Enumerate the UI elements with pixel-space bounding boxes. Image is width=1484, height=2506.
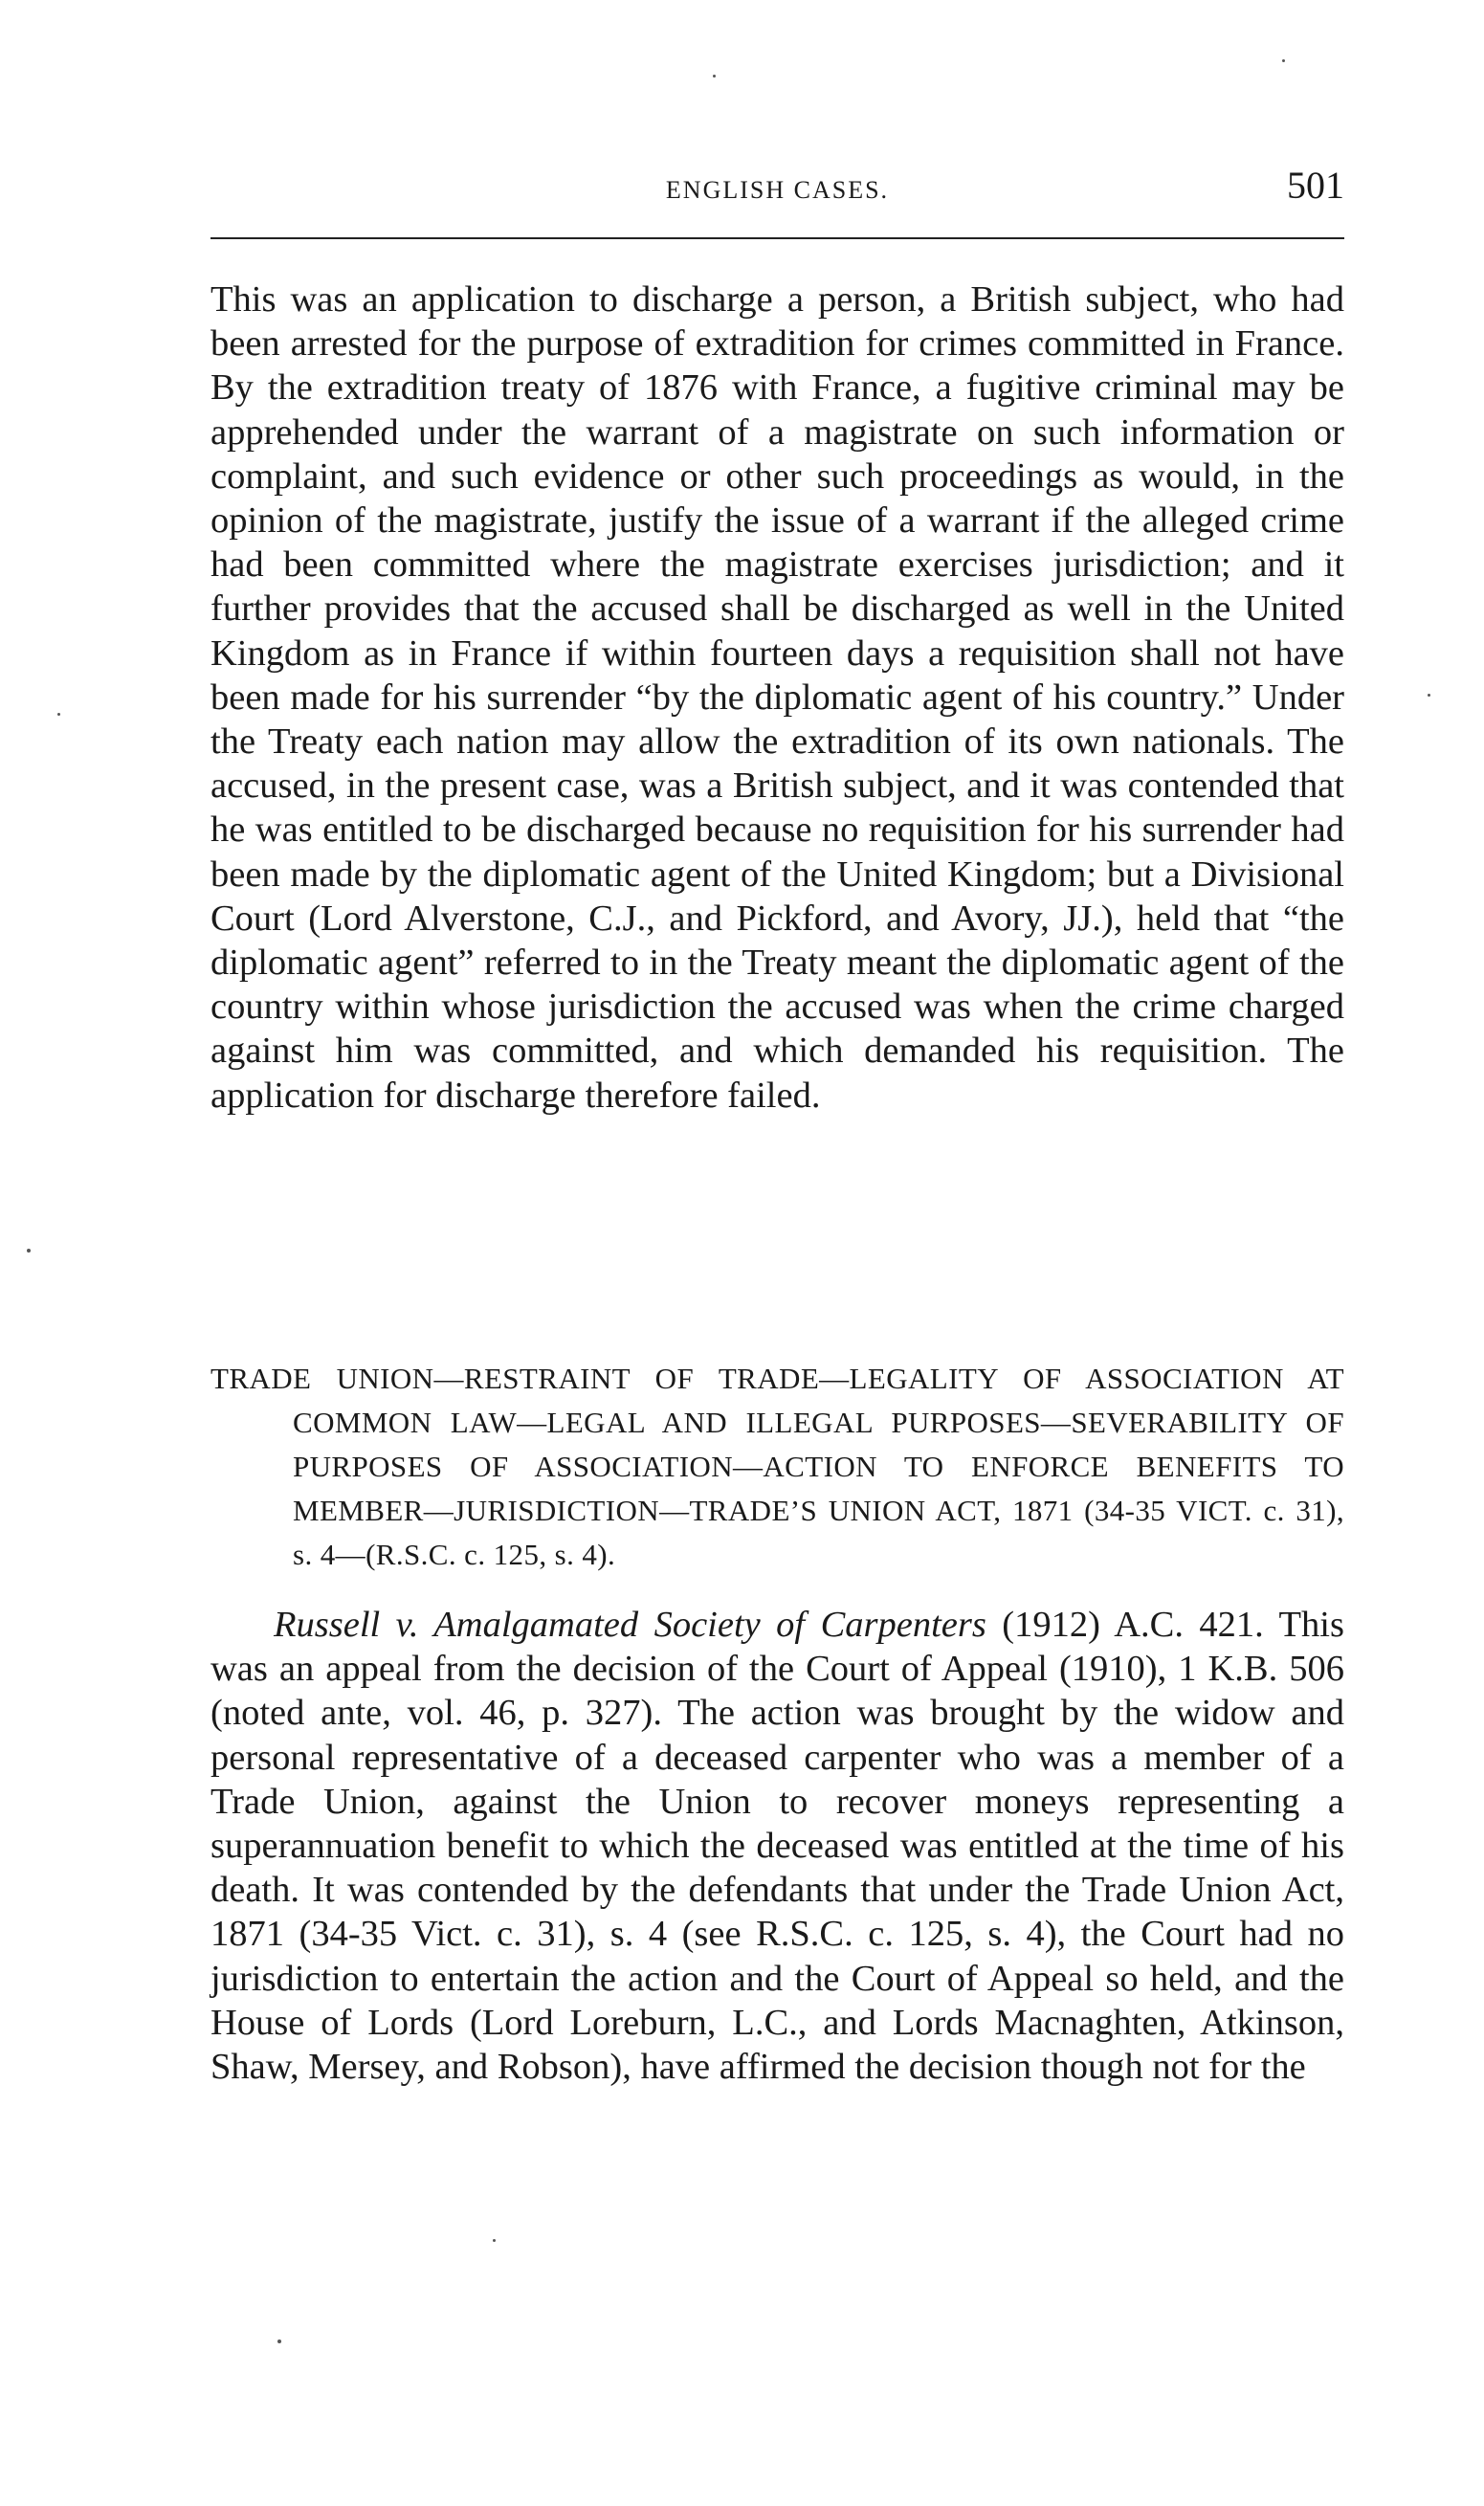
case-body: (1912) A.C. 421. This was an appeal from the decision of the Court of Appeal (1910), 1 K.B. 506 (noted ante, vol. 46, p. 327). The action was brought by the widow and personal representative of a deceased carpenter who was a member of a Trade Union, against the Union to recover moneys representing a superannuation benefit to which the deceased was entitled at the time of his death. It was contended by the defendants that under the Trade Union Act, 1871 (34-35 Vict. c. 31), s. 4 (see R.S.C. c. 125, s. 4), the Court had no jurisdiction to entertain the action and the Court of Appeal so held, and the House of Lords (Lord Loreburn, L.C., and Lords Macnaghten, Atkinson, Shaw, Mersey, and Robson), have affirmed the decision though not for the (210, 1605, 1344, 2088)
running-title: ENGLISH CASES. (665, 176, 890, 204)
headnote-trade-union: TRADE UNION—RESTRAINT OF TRADE—LEGALITY OF ASSOCIATION AT COMMON LAW—LEGAL AND ILLEGAL PURPOSES—SEVERABILITY OF PURPOSES OF ASSOCIATION—ACTION TO ENFORCE BENEFITS TO MEMBER—JURISDICTION—TRADE’S UNION ACT, 1871 (34-35 VICT. c. 31), s. 4—(R.S.C. c. 125, s. 4). (210, 1362, 1344, 1571)
running-head (210, 163, 1344, 220)
paragraph-russell-case (210, 1603, 1344, 2089)
scan-speck (27, 1249, 31, 1253)
header-rule (210, 237, 1344, 239)
paragraph-extradition-case: This was an application to discharge a person, a British subject, who had been arrested for the purpose of extradition for crimes committed in France. By the extradition treaty of 1876 with France, a fugitive criminal may be apprehended under the warrant of a magistrate on such information or complaint, and such evidence or other such proceedings as would, in the opinion of the magistrate, justify the issue of a warrant if the alleged crime had been committed where the magistrate exercises jurisdiction; and it further provides that the accused shall be discharged as well in the United Kingdom as in France if within fourteen days a requisition shall not have been made for his surrender “by the diplomatic agent of his country.” Under the Treaty each nation may allow the extradition of its own nationals. The accused, in the present case, was a British subject, and it was contended that he was entitled to be discharged because no requisition for his surrender had been made by the diplomatic agent of the United Kingdom; but a Divisional Court (Lord Alverstone, C.J., and Pickford, and Avory, JJ.), held that “the diplomatic agent” referred to in the Treaty meant the diplomatic agent of the country within whose jurisdiction the accused was when the crime charged against him was committed, and which demanded his requisition. The application for discharge therefore failed. (210, 279, 1344, 1116)
scan-speck (1428, 694, 1430, 697)
scan-speck (57, 713, 60, 716)
scan-speck (277, 2340, 281, 2343)
page-number: 501 (1287, 164, 1344, 207)
scan-speck (1282, 59, 1285, 62)
scan-speck (493, 2239, 496, 2242)
case-name: Russell v. Amalgamated Society of Carpenters (274, 1605, 986, 1645)
scan-speck (713, 75, 716, 78)
